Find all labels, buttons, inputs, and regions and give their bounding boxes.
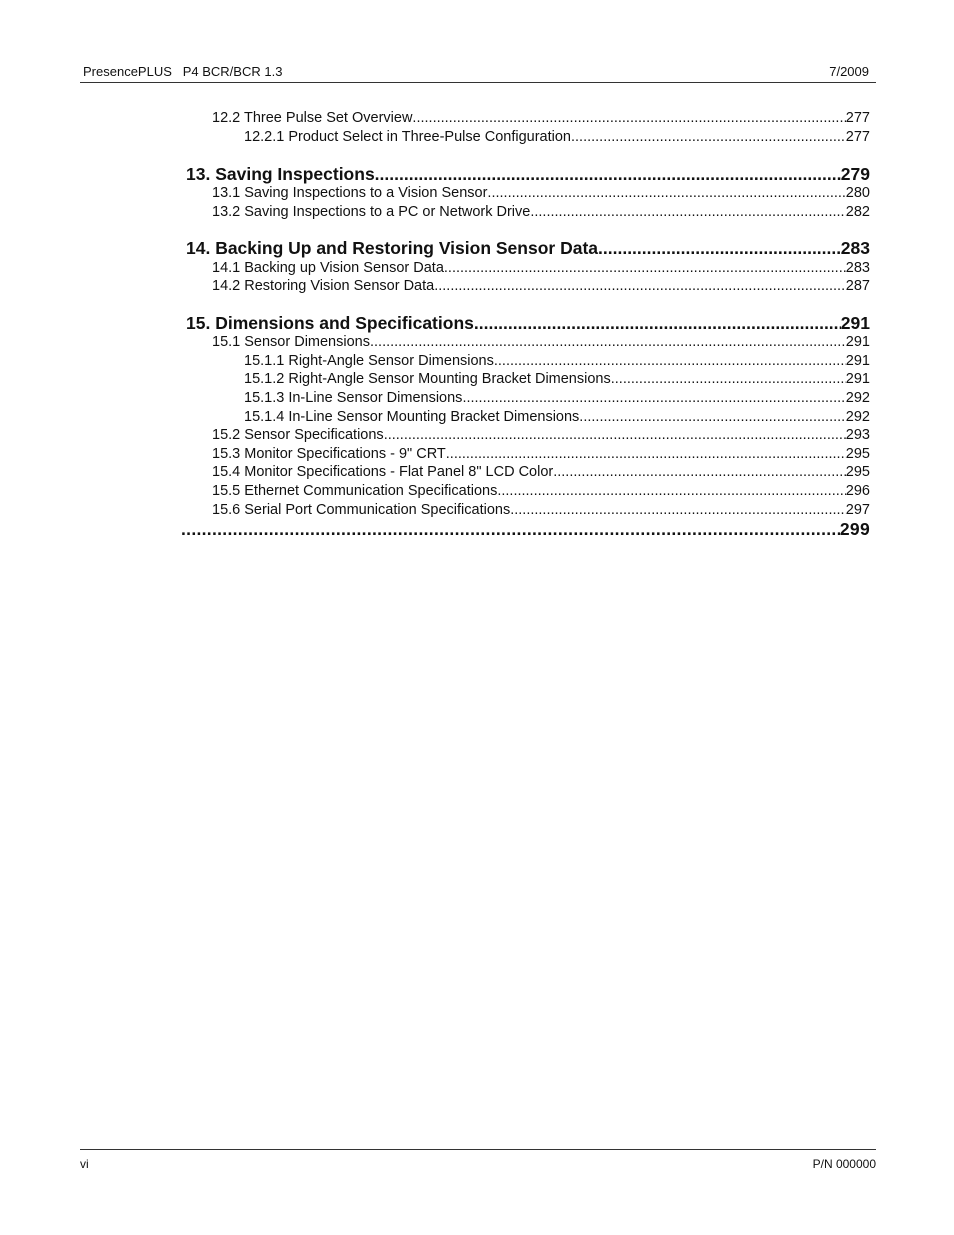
- part-number: P/N 000000: [812, 1157, 876, 1171]
- toc-entry-page: 293: [845, 427, 870, 443]
- toc-entry-page: 292: [845, 390, 870, 406]
- toc-entry-title: 14.2 Restoring Vision Sensor Data: [212, 278, 435, 294]
- toc-entry[interactable]: [212, 502, 870, 518]
- toc-entry-page: 295: [845, 446, 870, 462]
- document-date: 7/2009: [829, 64, 869, 79]
- toc-entry-title: 15. Dimensions and Specifications: [186, 313, 474, 333]
- header-rule: [80, 82, 876, 83]
- toc-entry[interactable]: [212, 185, 870, 201]
- toc-index-entry[interactable]: [181, 519, 870, 540]
- page-header: [83, 64, 869, 82]
- leader-dots: [553, 464, 846, 480]
- toc-entry-title: 15.1.4 In-Line Sensor Mounting Bracket Dimensions: [244, 409, 580, 425]
- toc-entry-page: 282: [845, 204, 870, 220]
- toc-entry[interactable]: [244, 390, 870, 406]
- leader-dots: [530, 204, 845, 220]
- toc-entry-title: 13.2 Saving Inspections to a PC or Network Drive: [212, 204, 531, 220]
- leader-dots: [497, 483, 845, 499]
- toc-chapter-entry[interactable]: [186, 313, 870, 334]
- leader-dots: [412, 110, 845, 126]
- toc-entry[interactable]: [212, 110, 870, 126]
- toc-entry-title: 15.1.1 Right-Angle Sensor Dimensions: [244, 353, 494, 369]
- toc-chapter-entry[interactable]: [186, 238, 870, 259]
- toc-entry-title: 15.1 Sensor Dimensions: [212, 334, 370, 350]
- leader-dots: [375, 164, 841, 185]
- leader-dots: [611, 371, 846, 387]
- toc-entry[interactable]: [212, 446, 870, 462]
- leader-dots: [462, 390, 845, 406]
- toc-entry[interactable]: [244, 129, 870, 145]
- toc-entry[interactable]: [212, 204, 870, 220]
- toc-entry-page: 291: [845, 353, 870, 369]
- toc-entry-page: 279: [840, 164, 870, 184]
- toc-entry-page: 277: [845, 129, 870, 145]
- toc-entry-title: 15.2 Sensor Specifications: [212, 427, 384, 443]
- leader-dots: [487, 185, 845, 201]
- toc-entry-page: 277: [845, 110, 870, 126]
- toc-entry-title: 13. Saving Inspections: [186, 164, 375, 184]
- toc-entry-title: 15.4 Monitor Specifications - Flat Panel 8" LCD Color: [212, 464, 554, 480]
- toc-entry-page: 296: [845, 483, 870, 499]
- toc-entry-title: 13.1 Saving Inspections to a Vision Sensor: [212, 185, 488, 201]
- footer-rule: [80, 1149, 876, 1150]
- toc-entry[interactable]: [212, 427, 870, 443]
- toc-entry-title: 14. Backing Up and Restoring Vision Sensor Data: [186, 238, 599, 258]
- page-number: vi: [80, 1157, 89, 1171]
- leader-dots: [494, 353, 846, 369]
- leader-dots: [434, 278, 846, 294]
- toc-entry-title: 15.1.2 Right-Angle Sensor Mounting Bracket Dimensions: [244, 371, 611, 387]
- toc-entry-page: 299: [839, 519, 870, 539]
- toc-entry-page: 292: [845, 409, 870, 425]
- toc-entry-page: 283: [845, 260, 870, 276]
- toc-entry-title: 15.3 Monitor Specifications - 9" CRT: [212, 446, 446, 462]
- leader-dots: [446, 446, 846, 462]
- toc-entry[interactable]: [244, 371, 870, 387]
- toc-chapter-entry[interactable]: [186, 164, 870, 185]
- toc-entry-title: 15.6 Serial Port Communication Specifications: [212, 502, 511, 518]
- leader-dots: [474, 313, 841, 334]
- toc-entry-title: 12.2 Three Pulse Set Overview: [212, 110, 413, 126]
- leader-dots: [444, 260, 846, 276]
- toc-entry-title: 14.1 Backing up Vision Sensor Data: [212, 260, 444, 276]
- toc-entry-page: 291: [845, 334, 870, 350]
- toc-entry-page: 287: [845, 278, 870, 294]
- leader-dots: [510, 502, 846, 518]
- toc-entry-title: 15.5 Ethernet Communication Specifications: [212, 483, 498, 499]
- toc-entry-page: 295: [845, 464, 870, 480]
- leader-dots: [579, 409, 846, 425]
- leader-dots: [571, 129, 846, 145]
- toc-entry-page: 297: [845, 502, 870, 518]
- toc-entry-page: 291: [845, 371, 870, 387]
- toc-entry-page: 291: [840, 313, 870, 333]
- toc-entry[interactable]: [244, 409, 870, 425]
- toc-entry[interactable]: [244, 353, 870, 369]
- toc-entry-title: 12.2.1 Product Select in Three-Pulse Configuration: [244, 129, 571, 145]
- leader-dots: [181, 519, 840, 540]
- document-title: PresencePLUS P4 BCR/BCR 1.3: [83, 64, 283, 79]
- toc-entry[interactable]: [212, 334, 870, 350]
- toc-entry[interactable]: [212, 260, 870, 276]
- leader-dots: [370, 334, 846, 350]
- toc-entry[interactable]: [212, 464, 870, 480]
- toc-entry[interactable]: [212, 483, 870, 499]
- leader-dots: [598, 238, 841, 259]
- toc-entry[interactable]: [212, 278, 870, 294]
- leader-dots: [384, 427, 846, 443]
- toc-entry-title: 15.1.3 In-Line Sensor Dimensions: [244, 390, 463, 406]
- toc-entry-page: 283: [840, 238, 870, 258]
- toc-entry-page: 280: [845, 185, 870, 201]
